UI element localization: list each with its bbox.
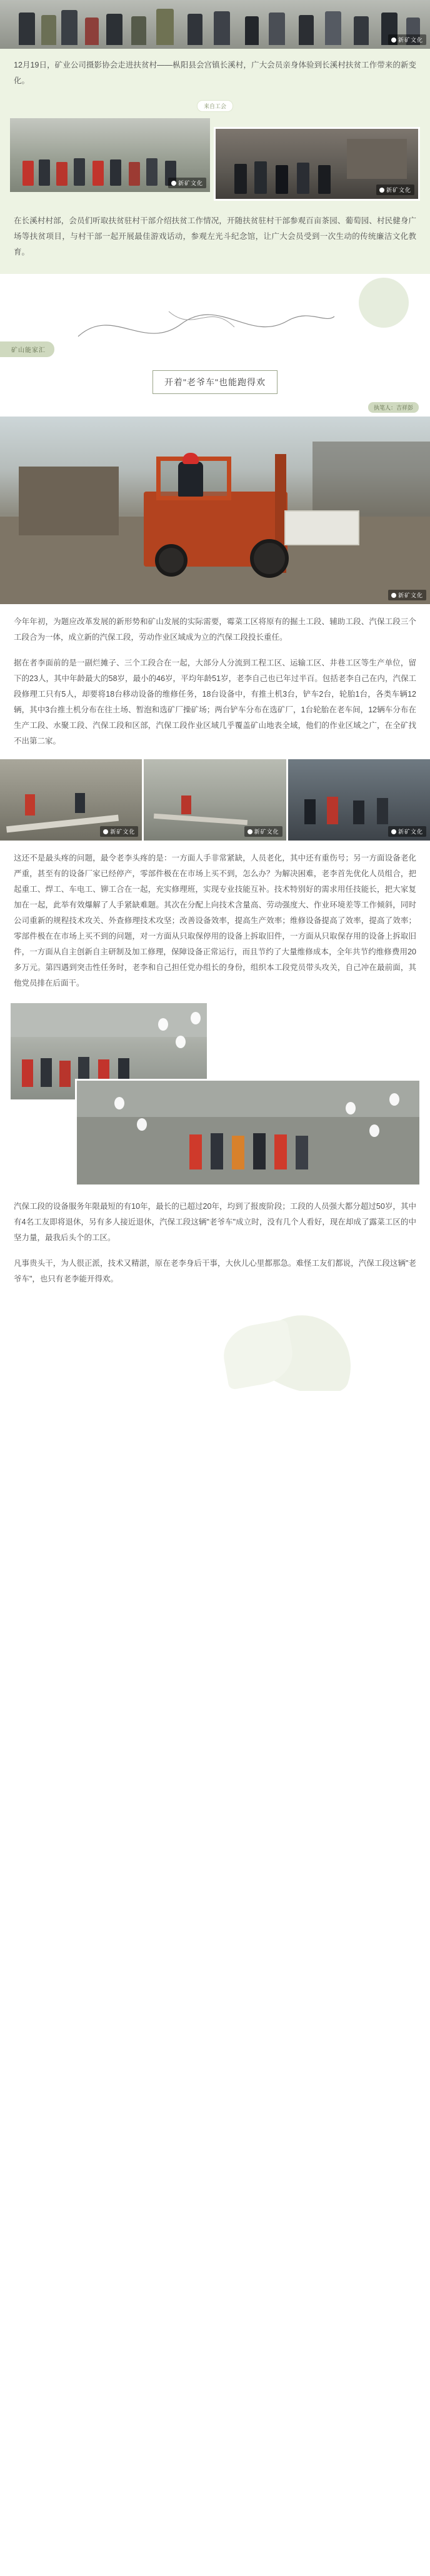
body-paragraph-3: 这还不是最头疼的问题，最令老李头疼的是：一方面人手非常紧缺，人员老化，其中还有重伤号；另一方面设备老化严重，甚至有的设备厂家已经停产，零部件极在在市场上买不到，怎么办？为解决困难，老李首先优化人员组合，把起重工、焊工、车电工、铆工合在一起，充实修理班，实现专业技能互补。技术特别好的需求用任技能长，把大家复加在一起，此举有效爆解了人手紧缺难题。其次在分配上向技术含量高、劳动强度大、作业环境差等工作倾斜，同时公司重新的规程技术攻关、外查修理技术攻坚；改善设备效率，提高生产效率；维修设备提高了效率，提高了效率；零部件极在在市场上买不到的问题，对一方面从只取保停用的设备上拆取旧件，一方面从只取保存用的设备上拆取旧件，一方面从自主创新自主研制及加工修理，保障设备正常运行，而且节约了大量维修成本，全年共节约维修费用20多万元。第四遇到突击性任务时，老李和自己担任党办组长的身份，组织本工段党员带头攻关，自己冲在最前面，其他党员排在后面干。 xyxy=(14,854,416,987)
watermark-dot-icon xyxy=(391,38,396,43)
photo-team-lineup xyxy=(75,1079,421,1186)
watermark-label: 新矿文化 xyxy=(110,829,136,835)
forklift-wheel-front xyxy=(250,539,289,578)
body-paragraph-2: 据在者李面前的是一副烂摊子、三个工段合在一起，大部分人分流到工程工区、运输工区、井巷工区等生产单位，留下的23人，其中年龄最大的58岁，最小的46岁，平均年龄51岁，老李自己也已年过半百。包括老李自己在内，汽保工段修理工只有5人，却要将18台移动设备的维修任务，18台设备中，有推土机3台，铲车2台，轮胎1台，各类车辆12辆，其中3台推土机分布在往土场、暂泡和选矿厂操矿场；两台铲车分布在选矿厂，1台轮胎在老车间，12辆车分布在生产工段、水聚工段、汽保工段和区部，汽保工段作业区域几乎覆盖矿山地表全域，他们的作业区域之广，在全矿找不出第二家。 xyxy=(14,659,416,745)
watermark-dot-icon xyxy=(379,188,384,193)
deco-squiggle-icon xyxy=(75,299,338,355)
photo-strip-worksite xyxy=(0,759,430,841)
watermark-dot-icon xyxy=(171,181,176,186)
author-badge: 执笔人：吉祥彭 xyxy=(368,402,419,413)
headline-row xyxy=(0,368,430,400)
watermark-dot-icon xyxy=(103,829,108,834)
source-pill: 来自工会 xyxy=(197,100,233,112)
decorative-area xyxy=(0,274,430,368)
deco-circle xyxy=(359,278,409,328)
category-tag: 矿山能家汇 xyxy=(0,341,54,357)
section2-paragraph: 在长溪村村部，会员们听取扶贫驻村干部介绍扶贫工作情况，开随扶贫驻村干部参观百亩茶园、葡萄园、村民健身广场等扶贫项目，与村干部一起开展最佳游戏话动，参观左光斗纪念馆，让广大会员受到一次生动的传统廉洁文化教育。 xyxy=(0,203,430,274)
forklift-driver xyxy=(178,462,203,497)
photo-village-visit-top xyxy=(0,0,430,49)
footer-paragraph-1: 汽保工段的设备服务年限最短的有10年，最长的已超过20年，均到了报废阶段；工段的人员强大都分超过50岁，其中有4名工友即将退休，另有多人接近退休，汽保工段这辆"老爷车"成立时，没有几个人看好，现在却成了露菜工区的中坚力量，最我后头个的工区。 xyxy=(14,1202,416,1242)
watermark-badge xyxy=(168,178,206,188)
watermark-label: 新矿文化 xyxy=(398,592,423,599)
watermark-dot-icon xyxy=(248,829,252,834)
body-paragraph-1: 今年年初，为题应改革发展的新形势和矿山发展的实际需要，霉菜工区将原有的掘土工段、辅助工段、汽保工段三个工段合为一体，成立新的汽保工段，劳动作业区域成为立的汽保工段投长重任。 xyxy=(14,617,416,642)
page-title: 开着"老爷车"也能跑得欢 xyxy=(152,370,278,394)
footer-paragraph-2: 凡事贵头干，为人很正派，技术又精湛，原在老李身后干事，大伙儿心里都那急。难怪工友们都说，汽保工段这辆"老爷车"，也只有老李能开得欢。 xyxy=(14,1259,416,1283)
section1-paragraph: 12月19日，矿业公司摄影协会走进扶贫村——枞阳县会宫镇长溪村，广大会员亲身体验到长溪村扶贫工作带来的新变化。 xyxy=(0,49,430,99)
footer-decoration xyxy=(0,1297,430,1391)
photo-night-repair xyxy=(288,759,430,841)
watermark-dot-icon xyxy=(391,593,396,598)
watermark-badge xyxy=(388,826,426,837)
watermark-badge xyxy=(100,826,138,837)
photo-memorial-hall xyxy=(214,127,420,201)
photo-pipe-site xyxy=(0,759,142,841)
watermark-badge xyxy=(244,826,282,837)
forklift-load xyxy=(284,510,359,545)
forklift-wheel-rear xyxy=(155,544,188,577)
watermark-badge xyxy=(376,184,414,195)
photo-forklift xyxy=(0,417,430,604)
author-line xyxy=(0,400,430,417)
watermark-label: 新矿文化 xyxy=(178,180,203,186)
watermark-label: 新矿文化 xyxy=(398,37,423,43)
watermark-badge xyxy=(388,590,426,600)
photo-collage-ceremony xyxy=(0,1001,430,1189)
section1-photo-collage xyxy=(0,116,430,203)
watermark-label: 新矿文化 xyxy=(386,187,411,193)
watermark-label: 新矿文化 xyxy=(398,829,423,835)
watermark-label: 新矿文化 xyxy=(254,829,279,835)
section1-pill-row xyxy=(0,99,430,116)
driver-helmet xyxy=(182,453,199,464)
photo-village-group xyxy=(10,118,210,192)
photo-ground-work xyxy=(144,759,286,841)
watermark-dot-icon xyxy=(391,829,396,834)
watermark-badge xyxy=(388,34,426,45)
